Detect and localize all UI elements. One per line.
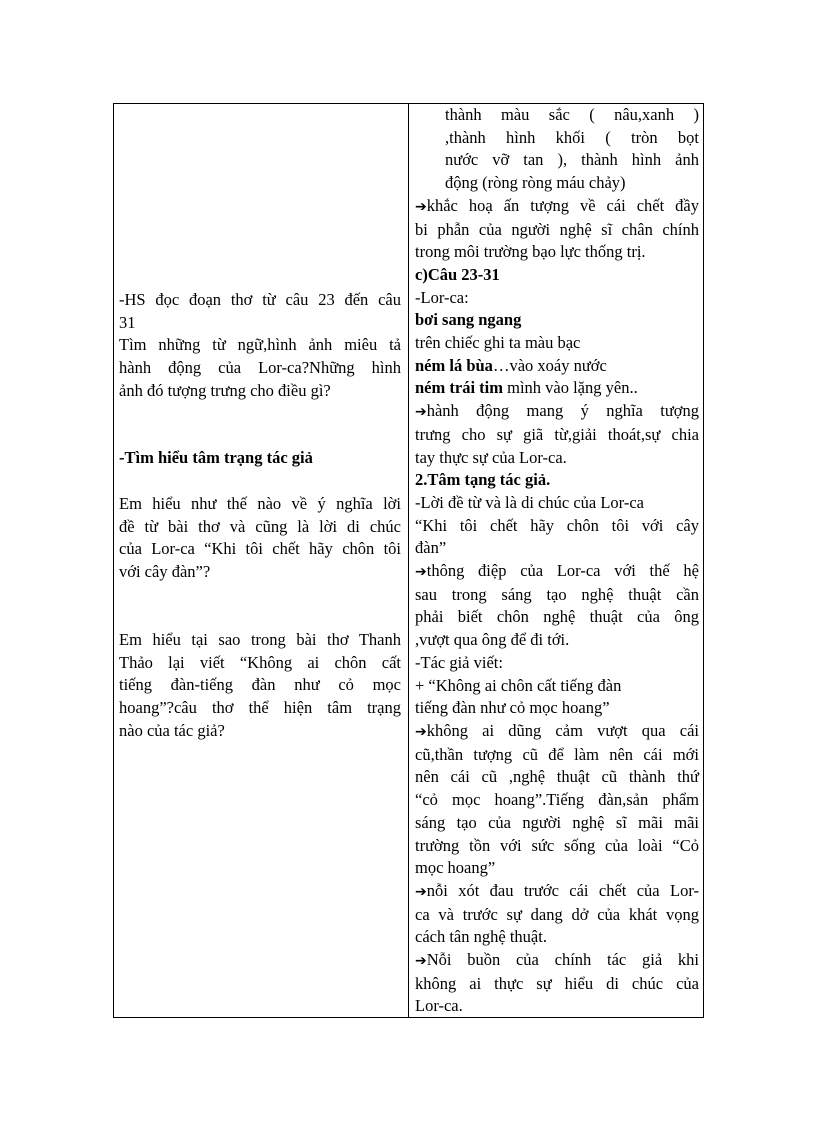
text-line: sau trong sáng tạo nghệ thuật cần [415,584,699,604]
text-segment: Nỗi buồn của chính tác giả khi [426,950,699,970]
text-line [415,720,699,744]
text-line: -Lời đề từ và là di chúc của Lor-ca [415,492,644,512]
text-segment: không ai dũng cảm vượt qua cái [426,720,699,740]
text-line: “Khi tôi chết hãy chôn tôi với cây [415,515,699,535]
section-heading [119,447,401,470]
text-line: nước vỡ tan ), thành hình ảnh [445,150,699,170]
text-line: ca và trước sự dang dở của khát vọng [415,904,699,924]
text-line: tay thực sự của Lor-ca. [415,447,567,467]
text-line [415,949,699,973]
text-line: Thảo lại viết “Không ai chôn cất [119,652,401,672]
text-line: tiếng đàn như cỏ mọc hoang” [415,698,610,718]
text-line: Lor-ca. [415,996,463,1016]
text-line: ảnh đó tượng trưng cho điều gì? [119,380,331,400]
text-line: “cỏ mọc hoang”.Tiếng đàn,sản phẩm [415,790,699,810]
text-line: -Lor-ca: [415,287,469,307]
text-segment: …vào xoáy nước [492,355,607,375]
subsection-heading: c)Câu 23-31 [415,264,500,284]
text-segment: thông điệp của Lor-ca với thế hệ [426,561,699,581]
text-line: đàn” [415,538,447,558]
text-line: thành màu sắc ( nâu,xanh ) [445,105,699,124]
text-line: nên cái cũ ,nghệ thuật cũ thành thứ [415,767,699,787]
right-column [415,104,699,1017]
heading-text: -Tìm hiểu tâm trạng tác giả [119,448,313,467]
text-line: trưng cho sự giã từ,giải thoát,sự chia [415,424,699,444]
text-line: động (ròng ròng máu chảy) [445,173,626,193]
text-line: tiếng đàn-tiếng đàn như cỏ mọc [119,675,401,695]
text-segment: khắc hoạ ấn tượng về cái chết đầy [426,195,699,215]
text-line: bơi sang ngang [415,310,522,330]
lesson-table [113,103,704,1018]
text-line: trong môi trường bạo lực thống trị. [415,242,646,262]
arrow-right-icon: ➔ [415,198,427,215]
text-line: phải biết chôn nghệ thuật của ông [415,607,699,627]
text-segment: mình vào lặng yên.. [502,378,638,398]
text-line: ,vượt qua ông để đi tới. [415,630,570,650]
text-line: mọc hoang” [415,858,496,878]
text-segment: nỗi xót đau trước cái chết của Lor- [426,880,699,900]
answer-content [415,104,699,1018]
text-line: hành động của Lor-ca?Những hình [119,358,401,378]
text-line: bi phẫn của người nghệ sĩ chân chính [415,219,699,239]
text-line: -HS đọc đoạn thơ từ câu 23 đến câu [119,290,401,309]
text-line: Tìm những từ ngữ,hình ảnh miêu tả [119,335,401,355]
arrow-right-icon: ➔ [415,723,427,740]
question-block-2 [119,493,401,584]
text-line: nào của tác giả? [119,720,225,740]
text-line: Em hiểu tại sao trong bài thơ Thanh [119,630,401,649]
text-line: ,thành hình khối ( tròn bọt [445,127,699,147]
text-line: Em hiểu như thế nào về ý nghĩa lời [119,494,401,513]
text-line [415,377,699,400]
text-segment: hành động mang ý nghĩa tượng [426,401,699,421]
arrow-right-icon: ➔ [415,883,427,900]
text-line: trường tồn với sức sống của loài “Cỏ [415,835,699,855]
bold-segment: ném lá bùa [415,355,493,375]
text-line: -Tác giả viết: [415,652,503,672]
question-block-1 [119,289,401,403]
text-line: không ai thực sự hiểu di chúc của [415,973,699,993]
text-line: trên chiếc ghi ta màu bạc [415,333,581,353]
text-line: của Lor-ca “Khi tôi chết hãy chôn tôi [119,539,401,559]
text-line: cũ,thần tượng cũ để làm nên cái mới [415,744,699,764]
text-line: sáng tạo của người nghệ sĩ mãi mãi [415,812,699,832]
text-line: với cây đàn”? [119,562,211,582]
arrow-right-icon: ➔ [415,953,427,970]
arrow-right-icon: ➔ [415,404,427,421]
text-line [415,560,699,584]
text-line: + “Không ai chôn cất tiếng đàn [415,675,622,695]
left-column [119,104,401,1017]
arrow-right-icon: ➔ [415,564,427,581]
text-line: hoang”?câu thơ thể hiện tâm trạng [119,698,401,718]
column-divider [408,104,409,1017]
section-title: 2.Tâm tạng tác giả. [415,470,551,490]
text-line: cách tân nghệ thuật. [415,927,547,947]
question-block-3 [119,629,401,743]
text-line [415,880,699,904]
text-line: 31 [119,312,136,332]
text-line [415,195,699,219]
bold-segment: ném trái tim [415,378,503,398]
text-line: đề từ bài thơ và cũng là lời di chúc [119,516,401,536]
text-line [415,400,699,424]
text-line [415,355,699,378]
